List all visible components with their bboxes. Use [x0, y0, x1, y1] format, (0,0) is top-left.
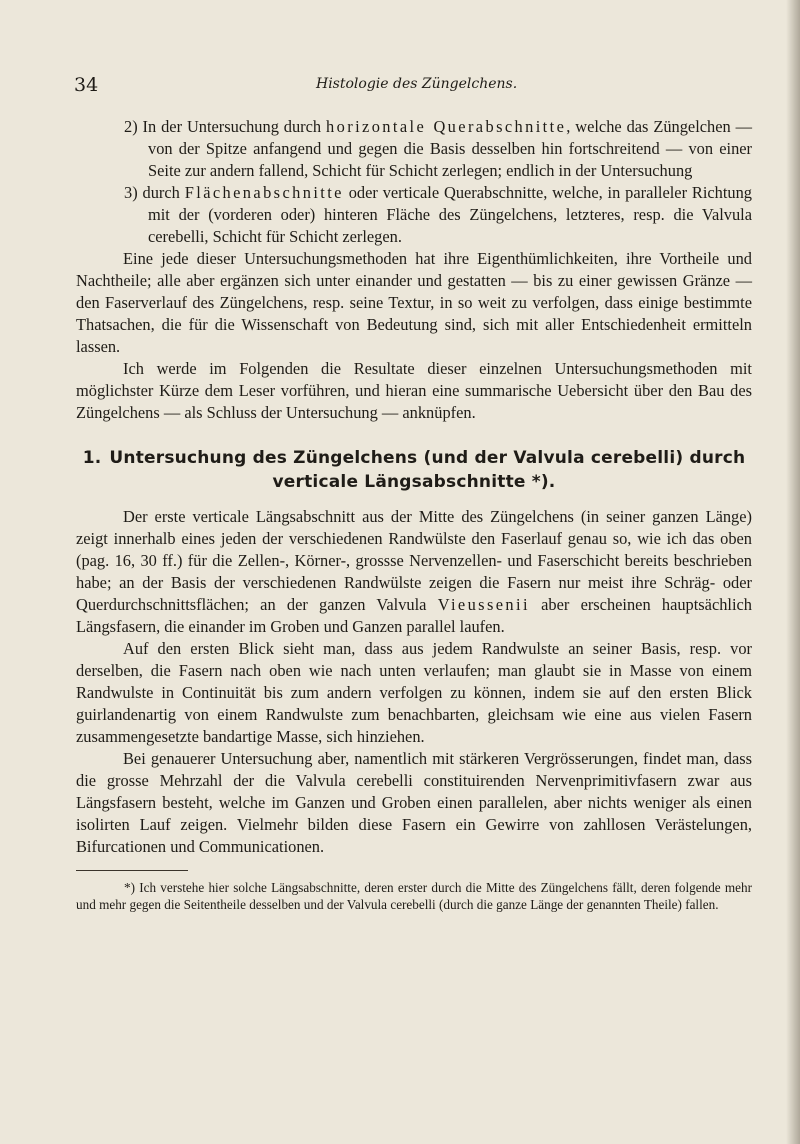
paragraph: Der erste verticale Längsabschnitt aus der Mitte des Züngelchens (in seiner ganzen Länge) zeigt innerhalb eines jeden der verschiedenen Randwülste den Faserlauf genau so, wie ich das oben (pag. 16, 30 ff.) für die Zellen-, Körner-, grossse Nervenzellen- und Faserschicht bereits beschrieben habe; an der Basis der verschiedenen Randwülste zeigen die Fasern nur meist ihre Schräg- oder Querdurchschnittsflächen; an der ganzen Valvula Vieussenii aber erscheinen hauptsächlich Längsfasern, die einander im Groben und Ganzen parallel laufen.	[76, 507, 752, 636]
spaced-term: Flächenabschnitte	[184, 183, 344, 202]
paragraph: Ich werde im Folgenden die Resultate dieser einzelnen Untersuchungsmethoden mit möglichster Kürze dem Leser vorführen, und hieran eine summarische Uebersicht über den Bau des Züngelchens — als Schluss der Untersuchung — anknüpfen.	[76, 359, 752, 422]
running-title: Histologie des Züngelchens.	[316, 76, 518, 92]
spaced-term: horizontale Querabschnitte	[326, 117, 567, 136]
section-title: Untersuchung des Züngelchens (und der Valvula cerebelli) durch verticale Längsabschnitte *).	[109, 448, 746, 492]
page-header	[74, 74, 750, 96]
section-heading	[76, 446, 752, 494]
paragraph: Bei genauerer Untersuchung aber, namentlich mit stärkeren Vergrösserungen, findet man, dass die grosse Mehrzahl der die Valvula cerebelli constituirenden Nervenprimitivfasern zwar aus Längsfasern besteht, welche im Ganzen und Groben einen parallelen, aber nichts weniger als einen isolirten Lauf zeigen. Vielmehr bilden diese Fasern ein Gewirre von zahllosen Verästelungen, Bifurcationen und Communicationen.	[76, 749, 752, 856]
spaced-term: Vieussenii	[437, 595, 530, 614]
paragraph: Auf den ersten Blick sieht man, dass aus jedem Randwulste an seiner Basis, resp. vor derselben, die Fasern nach oben wie nach unten verlaufen; man glaubt sie in Masse von einem Randwulste in Continuität bis zum andern verfolgen zu können, indem sie auf den ersten Blick guirlandenartig von einem Randwulste zum benachbarten, gleichsam wie eine aus vielen Fasern zusammengesetzte bandartige Masse, sich hinziehen.	[76, 639, 752, 746]
list-item-3: 3) durch Flächenabschnitte oder verticale Querabschnitte, welche, in paralleler Richtung mit der (vorderen oder) hinteren Fläche des Züngelchens, letzteres, resp. die Valvula cerebelli, Schicht für Schicht zerlegen.	[124, 183, 753, 246]
paragraph: Eine jede dieser Untersuchungsmethoden hat ihre Eigenthümlichkeiten, ihre Vortheile und Nachtheile; alle aber ergänzen sich unter einander und gestatten — bis zu einer gewissen Gränze — den Faserverlauf des Züngelchens, resp. seine Textur, in so weit zu verfolgen, dass einige bestimmte Thatsachen, die für die Wissenschaft von Bedeutung sind, sich mit aller Entschiedenheit ermitteln lassen.	[76, 249, 752, 356]
page-number: 34	[74, 74, 99, 96]
section-number: 1.	[82, 448, 102, 468]
footnote-rule	[76, 870, 188, 871]
list-item-2: 2) In der Untersuchung durch horizontale Querabschnitte, welche das Züngelchen — von der Spitze anfangend und gegen die Basis desselben hin fortschreitend — von einer Seite zur andern fallend, Schicht für Schicht zerlegen; endlich in der Untersuchung	[124, 117, 752, 180]
page-edge-shadow	[786, 0, 800, 1144]
footnote: *) Ich verstehe hier solche Längsabschnitte, deren erster durch die Mitte des Züngelchens fällt, deren folgende mehr und mehr gegen die Seitentheile desselben und der Valvula cerebelli (durch die ganze Länge der genannten Theile) fallen.	[76, 880, 752, 912]
body-text	[76, 116, 752, 913]
